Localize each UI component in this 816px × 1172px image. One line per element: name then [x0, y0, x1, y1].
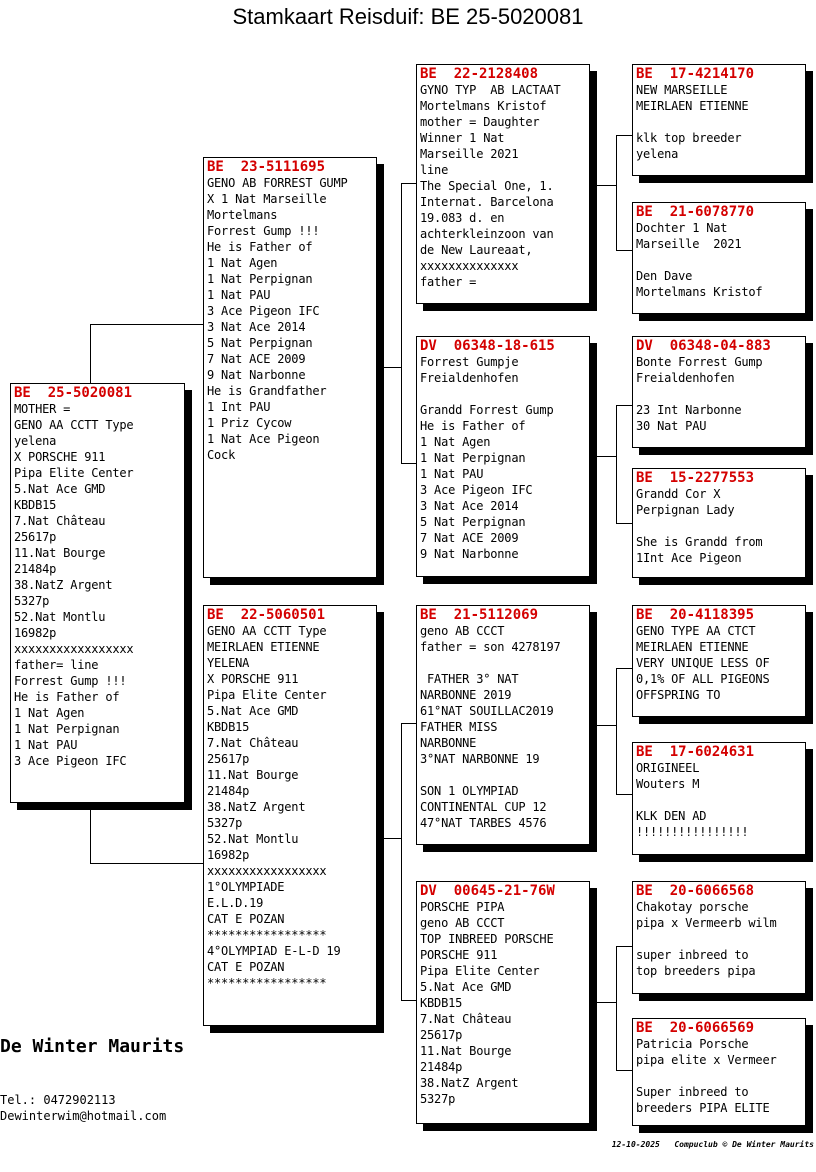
ring-number: BE 22-5060501 [207, 607, 326, 623]
connector-line [616, 1070, 632, 1071]
connector-line [401, 723, 417, 724]
pigeon-card-ssd[interactable] [632, 202, 806, 314]
card-text: Grandd Cor X Perpignan Lady She is Grandd from 1Int Ace Pigeon [636, 487, 763, 565]
connector-line [616, 135, 632, 136]
pigeon-card-dsd[interactable] [632, 742, 806, 855]
ring-number: BE 25-5020081 [14, 385, 133, 401]
card-text: geno AB CCCT father = son 4278197 FATHER 3° NAT NARBONNE 2019 61°NAT SOUILLAC2019 FATHER MISS NARBONNE 3°NAT NARBONNE 19 SON 1 OLYMPIAD CONTINENTAL CUP 12 47°NAT TARBES 4576 [420, 624, 561, 830]
ring-number: DV 00645-21-76W [420, 883, 555, 899]
card-text: GYNO TYP AB LACTAAT Mortelmans Kristof mother = Daughter Winner 1 Nat Marseille 2021 line The Special One, 1. Internat. Barcelona 19.083 d. en achterkleinzoon van de New Laureaat, xxxxxxxxxxxxxx father = [420, 83, 561, 289]
connector-line [616, 668, 632, 669]
ring-number: DV 06348-04-883 [636, 338, 771, 354]
ring-number: BE 23-5111695 [207, 159, 326, 175]
card-text: PORSCHE PIPA geno AB CCCT TOP INBREED PORSCHE PORSCHE 911 Pipa Elite Center 5.Nat Ace GMD KBDB15 7.Nat Château 25617p 11.Nat Bourge 21484p 38.NatZ Argent 5327p [420, 900, 554, 1106]
card-text: Bonte Forrest Gump Freialdenhofen 23 Int Narbonne 30 Nat PAU [636, 355, 763, 433]
card-text: Forrest Gumpje Freialdenhofen Grandd Forrest Gump He is Father of 1 Nat Agen 1 Nat Perpignan 1 Nat PAU 3 Ace Pigeon IFC 3 Nat Ace 2014 5 Nat Perpignan 7 Nat ACE 2009 9 Nat Narbonne [420, 355, 554, 561]
pigeon-card-ddd[interactable] [632, 1018, 806, 1126]
pigeon-card-sire-sire[interactable] [416, 64, 590, 304]
card-text: GENO AB FORREST GUMP X 1 Nat Marseille Mortelmans Forrest Gump !!! He is Father of 1 Nat Agen 1 Nat Perpignan 1 Nat PAU 3 Ace Pigeon IFC 3 Nat Ace 2014 5 Nat Perpignan 7 Nat ACE 2009 9 Nat Narbonne He is Grandfather 1 Int PAU 1 Priz Cycow 1 Nat Ace Pigeon Cock [207, 176, 348, 462]
connector-line [597, 725, 616, 726]
connector-line [616, 794, 632, 795]
pigeon-card-sire-dam[interactable] [416, 336, 590, 577]
connector-line [401, 463, 417, 464]
connector-line [401, 723, 402, 1000]
connector-line [90, 863, 204, 864]
footer-credit: 12-10-2025 Compuclub © De Winter Maurits [611, 1140, 814, 1149]
connector-line [597, 456, 616, 457]
pigeon-card-dam-sire[interactable] [416, 605, 590, 845]
ring-number: BE 22-2128408 [420, 66, 539, 82]
connector-line [616, 405, 632, 406]
ring-number: BE 20-6066569 [636, 1020, 755, 1036]
connector-line [616, 668, 617, 794]
ring-number: BE 15-2277553 [636, 470, 755, 486]
connector-line [376, 367, 401, 368]
connector-line [376, 838, 401, 839]
ring-number: BE 20-6066568 [636, 883, 755, 899]
card-text: MOTHER = GENO AA CCTT Type yelena X PORSCHE 911 Pipa Elite Center 5.Nat Ace GMD KBDB15 7.Nat Château 25617p 11.Nat Bourge 21484p 38.NatZ Argent 5327p 52.Nat Montlu 16982p xxxxxxxxxxxxxxxxx father= line Forrest Gump !!! He is Father of 1 Nat Agen 1 Nat Perpignan 1 Nat PAU 3 Ace Pigeon IFC [14, 402, 134, 768]
ring-number: BE 17-6024631 [636, 744, 755, 760]
connector-line [616, 946, 632, 947]
connector-line [616, 405, 617, 523]
connector-line [616, 250, 632, 251]
pigeon-card-sire[interactable] [203, 157, 377, 578]
ring-number: BE 20-4118395 [636, 607, 755, 623]
pigeon-card-dss[interactable] [632, 605, 806, 717]
card-text: NEW MARSEILLE MEIRLAEN ETIENNE klk top breeder yelena [636, 83, 749, 161]
connector-line [401, 1000, 417, 1001]
pigeon-card-dds[interactable] [632, 881, 806, 994]
owner-phone: Tel.: 0472902113 [0, 1093, 116, 1107]
ring-number: BE 21-6078770 [636, 204, 755, 220]
connector-line [90, 324, 91, 384]
connector-line [597, 185, 616, 186]
pigeon-card-dam[interactable] [203, 605, 377, 1026]
ring-number: BE 17-4214170 [636, 66, 755, 82]
card-text: Chakotay porsche pipa x Vermeerb wilm super inbreed to top breeders pipa [636, 900, 777, 978]
connector-line [401, 183, 402, 463]
ring-number: DV 06348-18-615 [420, 338, 555, 354]
card-text: GENO TYPE AA CTCT MEIRLAEN ETIENNE VERY UNIQUE LESS OF 0,1% OF ALL PIGEONS OFFSPRING TO [636, 624, 770, 702]
pigeon-card-dam-dam[interactable] [416, 881, 590, 1124]
connector-line [90, 802, 91, 863]
connector-line [616, 135, 617, 250]
connector-line [616, 523, 632, 524]
pigeon-card-sss[interactable] [632, 64, 806, 176]
pigeon-card-sds[interactable] [632, 336, 806, 448]
connector-line [616, 946, 617, 1070]
card-text: ORIGINEEL Wouters M KLK DEN AD !!!!!!!!!!!!!!!! [636, 761, 749, 839]
pigeon-card-subject[interactable] [10, 383, 185, 803]
card-text: Patricia Porsche pipa elite x Vermeer Super inbreed to breeders PIPA ELITE [636, 1037, 777, 1115]
page-title: Stamkaart Reisduif: BE 25-5020081 [232, 4, 584, 29]
card-text: Dochter 1 Nat Marseille 2021 Den Dave Mortelmans Kristof [636, 221, 763, 299]
ring-number: BE 21-5112069 [420, 607, 539, 623]
card-text: GENO AA CCTT Type MEIRLAEN ETIENNE YELENA X PORSCHE 911 Pipa Elite Center 5.Nat Ace GMD KBDB15 7.Nat Château 25617p 11.Nat Bourge 21484p 38.NatZ Argent 5327p 52.Nat Montlu 16982p xxxxxxxxxxxxxxxxx 1°OLYMPIADE E.L.D.19 CAT E POZAN ***************** 4°OLYMPIAD E-L-D 19 CAT E POZAN ***************** [207, 624, 341, 990]
owner-name: De Winter Maurits [0, 1036, 185, 1057]
connector-line [597, 1002, 616, 1003]
pigeon-card-sdd[interactable] [632, 468, 806, 578]
connector-line [401, 183, 417, 184]
connector-line [90, 324, 204, 325]
owner-email[interactable]: Dewinterwim@hotmail.com [0, 1109, 167, 1123]
